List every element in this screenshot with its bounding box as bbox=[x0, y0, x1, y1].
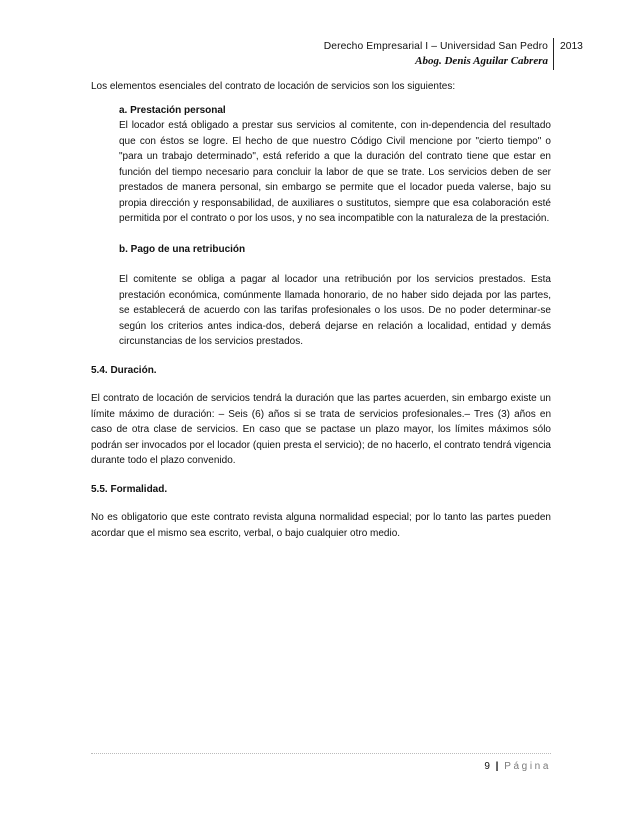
section-5-5-paragraph: No es obligatorio que este contrato revista alguna normalidad especial; por lo tanto las partes pueden acordar que el mismo sea escrito, verbal, o bajo cualquier otro medio. bbox=[91, 512, 551, 539]
header-course-title: Derecho Empresarial I – Universidad San Pedro bbox=[323, 41, 548, 52]
section-5-4-paragraph: El contrato de locación de servicios tendrá la duración que las partes acuerden, sin embargo existe un límite máximo de duración: – Seis (6) años si se trata de servicios profesionales.– Tres (3) años en caso de otra clase de servicios. En caso que se pactase un plazo mayor, los límites máximos sólo podrán ser invocados por el locador (quien presta el servicio); de no hacerlo, el contrato tendrá vigencia durante todo el plazo convenido. bbox=[91, 393, 551, 466]
header-author: Abog. Denis Aguilar Cabrera bbox=[415, 55, 548, 67]
intro-paragraph: Los elementos esenciales del contrato de locación de servicios son los siguientes: bbox=[91, 81, 456, 92]
header-year: 2013 bbox=[560, 41, 583, 52]
page-number: 9 bbox=[484, 761, 490, 772]
section-5-5-heading: 5.5. Formalidad. bbox=[91, 483, 168, 495]
page-footer bbox=[484, 760, 551, 774]
document-body bbox=[91, 79, 551, 541]
header-divider bbox=[553, 38, 554, 70]
section-5-4-heading: 5.4. Duración. bbox=[91, 364, 157, 376]
page-header bbox=[248, 40, 548, 69]
footer-separator: | bbox=[495, 761, 499, 772]
item-b-heading: b. Pago de una retribución bbox=[119, 243, 246, 255]
page-label: Página bbox=[504, 761, 551, 772]
item-a-heading: a. Prestación personal bbox=[119, 104, 226, 116]
footer-divider bbox=[91, 753, 551, 754]
item-b-paragraph: El comitente se obliga a pagar al locador una retribución por los servicios prestados. Esta prestación económica, comúnmente llamada honorario, de no haber sido dejada por las partes, se establecerá de acuerdo con las tarifas profesionales o los usos. De no poder determinar-se según los criterios antes indica-dos, deberá dejarse en relación a localidad, entidad y demás circunstancias de los servicios prestados. bbox=[119, 274, 551, 347]
item-a-paragraph: El locador está obligado a prestar sus servicios al comitente, con in-dependencia del resultado que con éstos se logre. El hecho de que nuestro Código Civil mencione por "cierto tiempo" o "para un trabajo determinado", está referido a que la duración del contrato tiene que estar en función del tiempo necesario para concluir la labor de que se trate. Los servicios deben de ser prestados de manera personal, sin embargo se permite que el locador pueda valerse, bajo su propia dirección y responsabilidad, de auxiliares o sustitutos, siempre que esa colaboración esté permitida por el contrato o por los usos, y no sea incompatible con la naturaleza de la prestación. bbox=[119, 120, 551, 224]
